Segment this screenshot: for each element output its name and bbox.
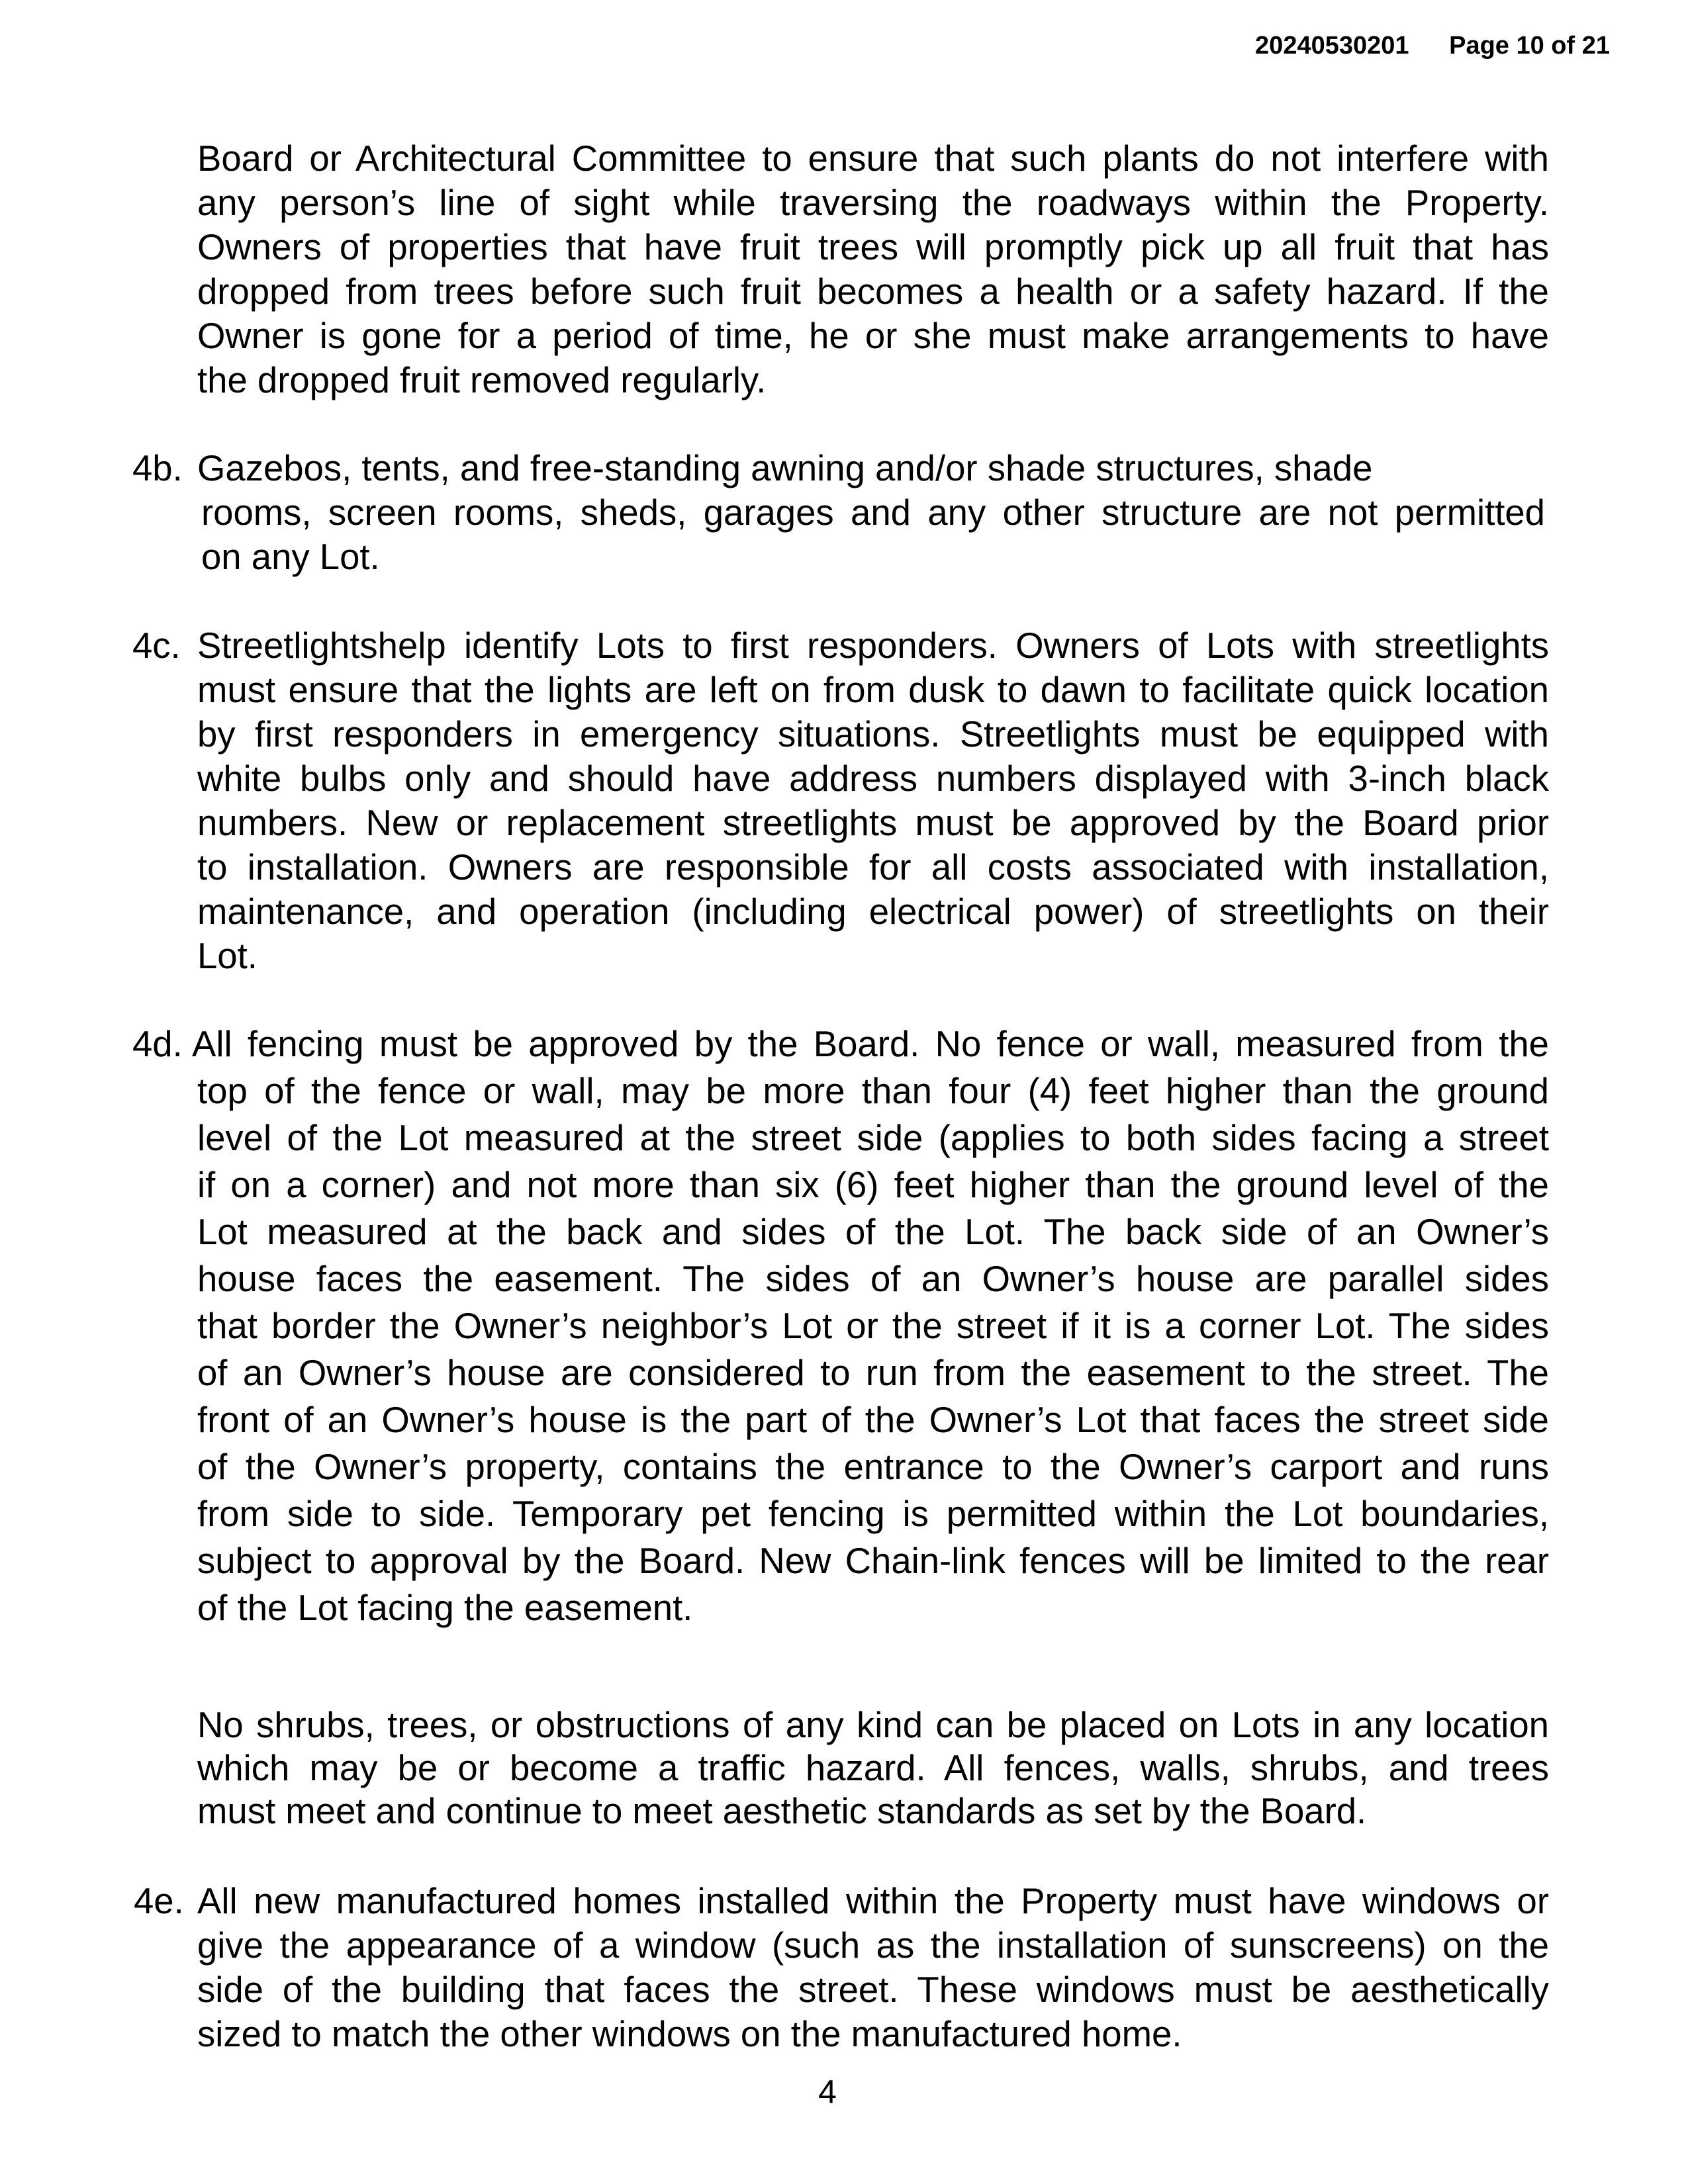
text-line: by first responders in emergency situations. Streetlights must be equipped with	[197, 714, 1549, 754]
text-line: any person’s line of sight while traversing the roadways within the Property.	[197, 183, 1549, 223]
text-line: All new manufactured homes installed within the Property must have windows or	[197, 1881, 1549, 1921]
text-line: the dropped fruit removed regularly.	[197, 360, 767, 400]
text-line: of the Lot facing the easement.	[197, 1588, 693, 1628]
text-line: white bulbs only and should have address numbers displayed with 3-inch black	[197, 758, 1549, 799]
text-line: Lot measured at the back and sides of the Lot. The back side of an Owner’s	[197, 1212, 1549, 1252]
text-line: dropped from trees before such fruit becomes a health or a safety hazard. If the	[197, 271, 1549, 312]
text-line: side of the building that faces the street. These windows must be aesthetically	[197, 1970, 1549, 2010]
section-label: 4d.	[132, 1024, 183, 1064]
text-line: Gazebos, tents, and free-standing awning and/or shade structures, shade	[197, 448, 1373, 488]
text-line: on any Lot.	[201, 537, 380, 577]
page-info: Page 10 of 21	[1449, 32, 1610, 60]
text-line: level of the Lot measured at the street side (applies to both sides facing a street	[197, 1118, 1549, 1158]
text-line: of an Owner’s house are considered to run from the easement to the street. The	[197, 1353, 1549, 1393]
text-line: Owners of properties that have fruit trees will promptly pick up all fruit that has	[197, 227, 1549, 267]
section-label: 4e.	[134, 1881, 184, 1921]
text-line: that border the Owner’s neighbor’s Lot or the street if it is a corner Lot. The sides	[197, 1306, 1549, 1346]
text-line: must meet and continue to meet aesthetic standards as set by the Board.	[197, 1791, 1367, 1831]
text-line: numbers. New or replacement streetlights must be approved by the Board prior	[197, 803, 1549, 843]
section-label: 4c.	[132, 625, 181, 666]
text-line: Board or Architectural Committee to ensure that such plants do not interfere with	[197, 138, 1549, 179]
text-line: to installation. Owners are responsible for all costs associated with installation,	[197, 847, 1549, 887]
page-number: 4	[818, 2073, 837, 2111]
text-line: Streetlightshelp identify Lots to first responders. Owners of Lots with streetlights	[197, 625, 1549, 666]
document-id: 20240530201	[1255, 32, 1409, 60]
text-line: house faces the easement. The sides of an Owner’s house are parallel sides	[197, 1259, 1549, 1299]
text-line: if on a corner) and not more than six (6) feet higher than the ground level of the	[197, 1165, 1549, 1205]
text-line: All fencing must be approved by the Board. No fence or wall, measured from the	[192, 1024, 1549, 1064]
text-line: maintenance, and operation (including electrical power) of streetlights on their	[197, 891, 1549, 932]
text-line: No shrubs, trees, or obstructions of any kind can be placed on Lots in any location	[197, 1705, 1549, 1745]
text-line: give the appearance of a window (such as the installation of sunscreens) on the	[197, 1925, 1549, 1966]
text-line: rooms, screen rooms, sheds, garages and any other structure are not permitted	[201, 492, 1545, 533]
text-line: which may be or become a traffic hazard. All fences, walls, shrubs, and trees	[197, 1748, 1549, 1788]
text-line: from side to side. Temporary pet fencing is permitted within the Lot boundaries,	[197, 1494, 1549, 1534]
text-line: top of the fence or wall, may be more than four (4) feet higher than the ground	[197, 1071, 1549, 1111]
page-header	[1255, 32, 1610, 60]
section-label: 4b.	[132, 448, 183, 488]
text-line: Owner is gone for a period of time, he or she must make arrangements to have	[197, 316, 1549, 356]
text-line: subject to approval by the Board. New Chain-link fences will be limited to the rear	[197, 1541, 1549, 1581]
text-line: sized to match the other windows on the manufactured home.	[197, 2014, 1182, 2054]
text-line: front of an Owner’s house is the part of the Owner’s Lot that faces the street side	[197, 1400, 1549, 1440]
text-line: Lot.	[197, 936, 258, 976]
text-line: of the Owner’s property, contains the entrance to the Owner’s carport and runs	[197, 1447, 1549, 1487]
text-line: must ensure that the lights are left on from dusk to dawn to facilitate quick location	[197, 670, 1549, 710]
